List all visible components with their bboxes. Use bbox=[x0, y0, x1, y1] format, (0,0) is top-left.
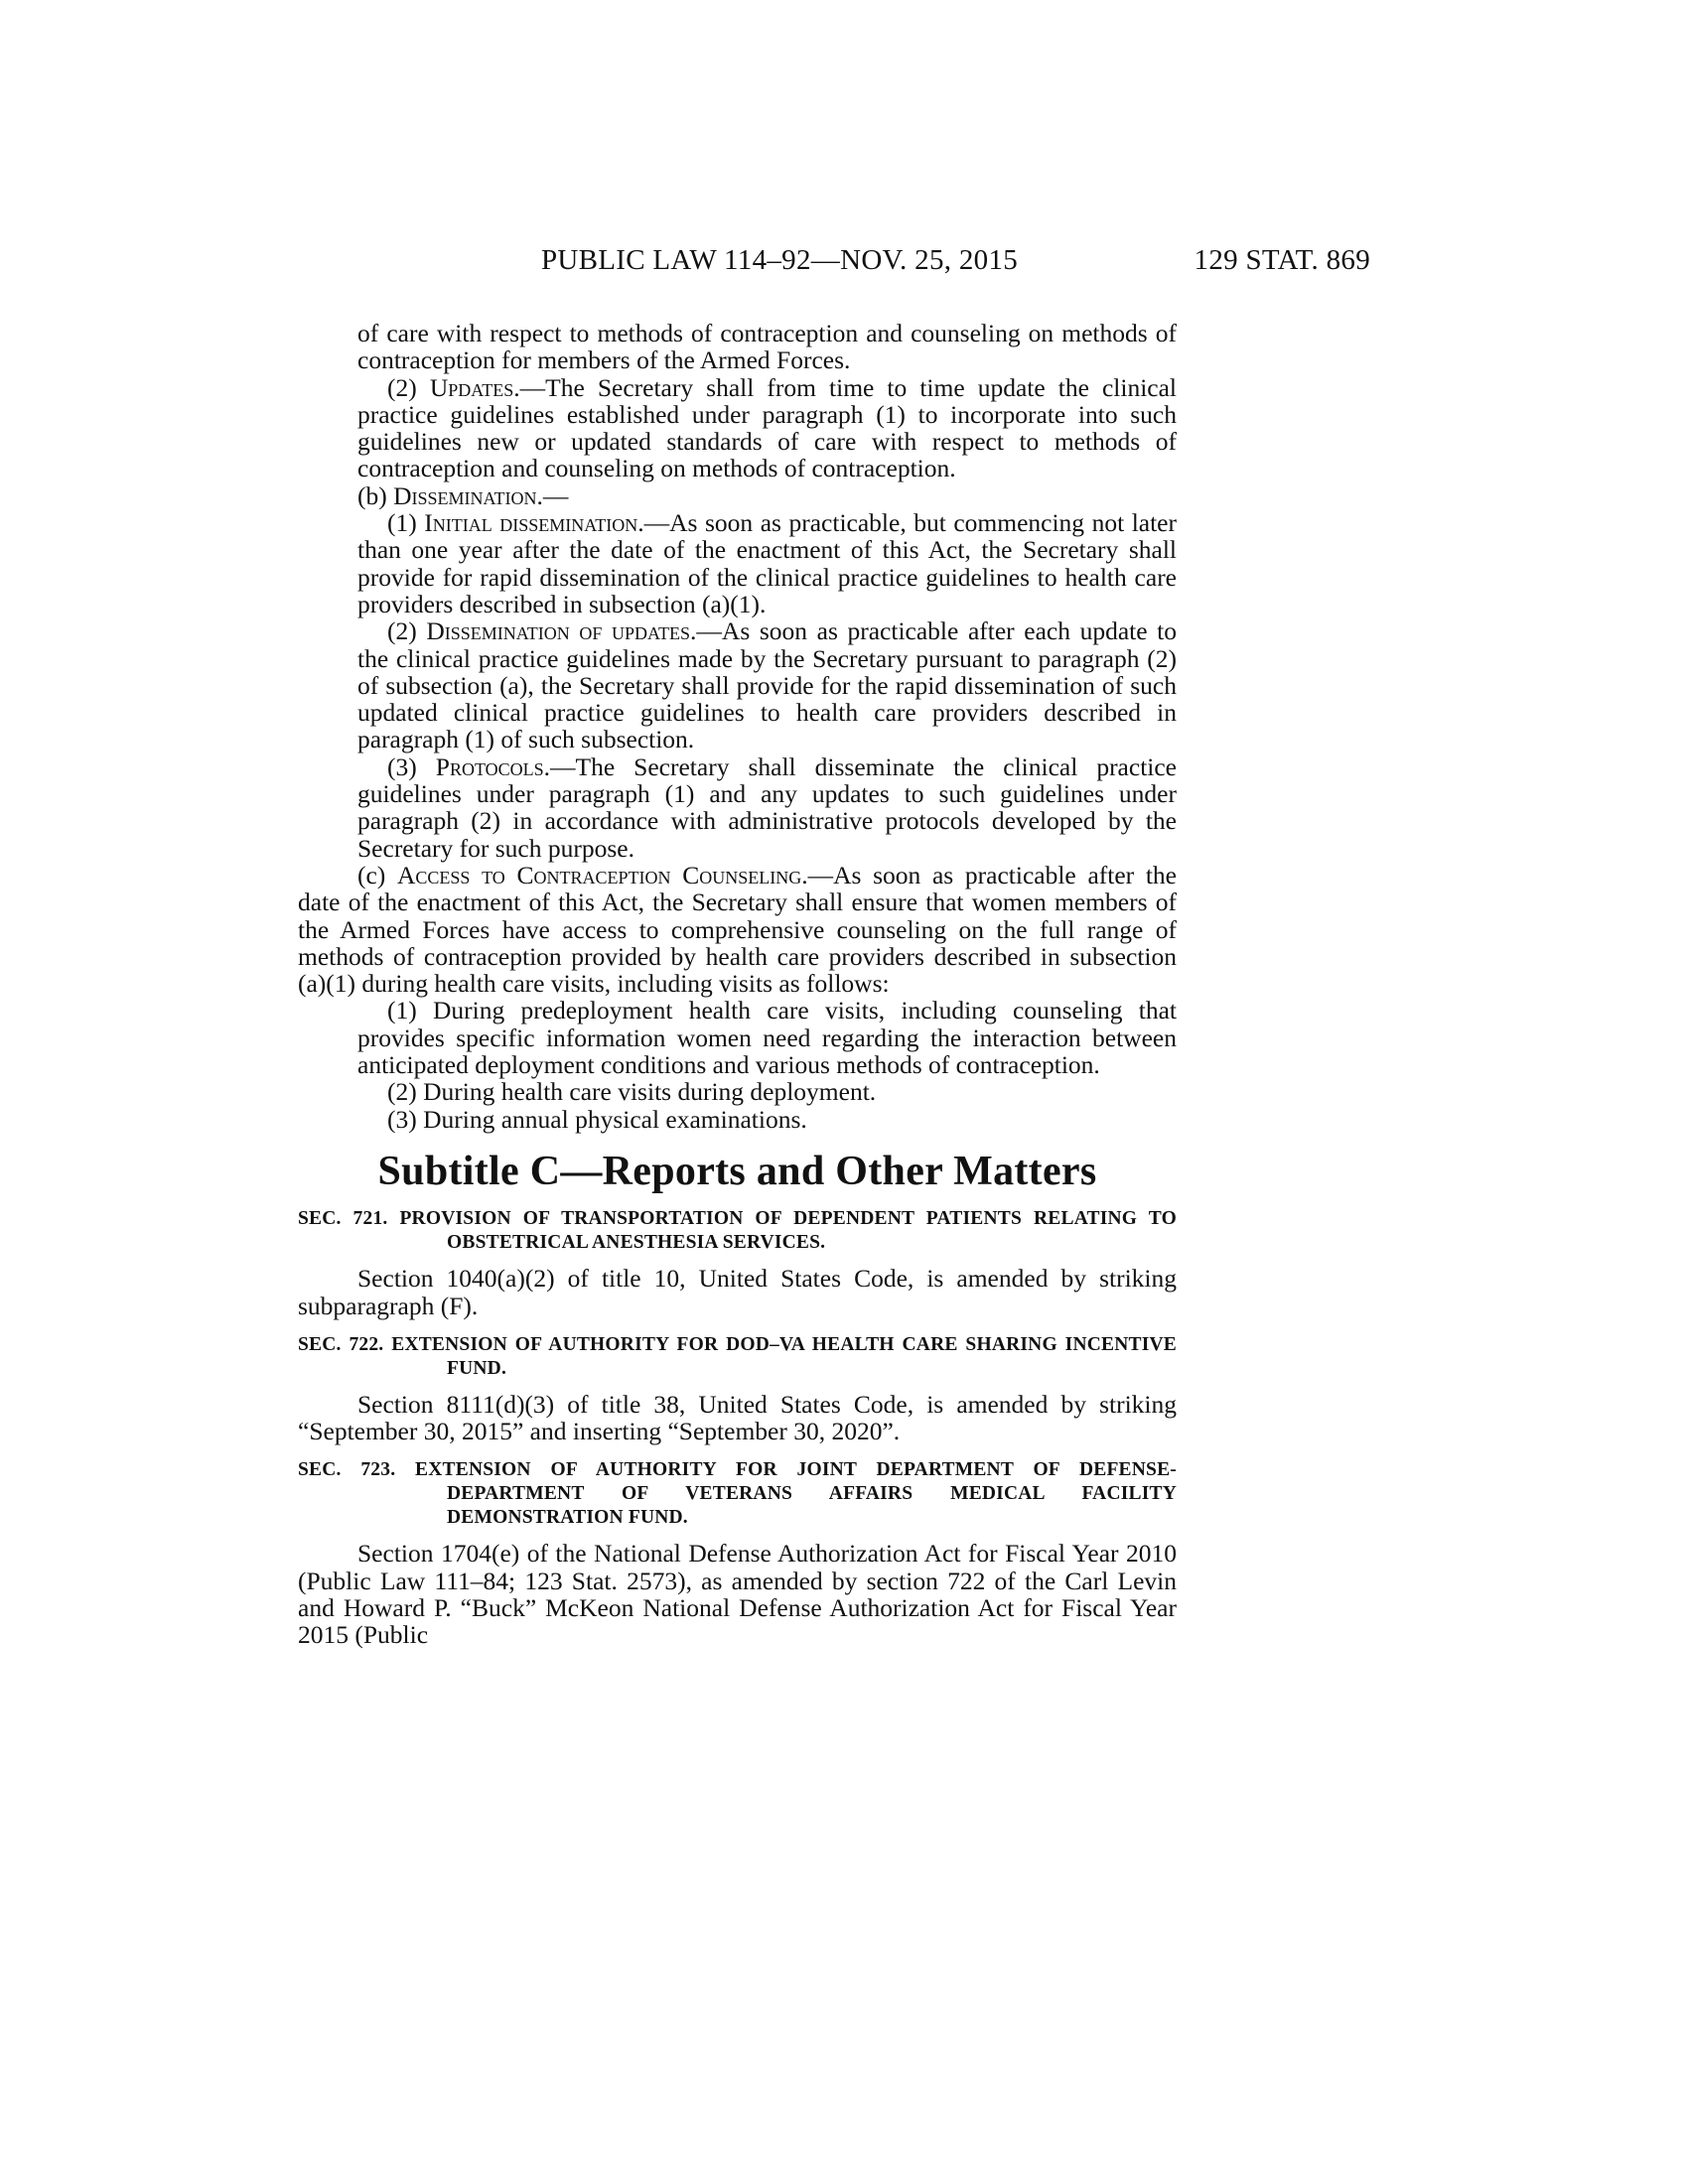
paragraph-c: (c) Access to Contraception Counseling.—As soon as practicable after the date of the enactment of this Act, the Secretary shall ensure that women members of the Armed Forces have access to comprehensive counseling on the full range of methods of contraception provided by health care providers described in subsection (a)(1) during health care visits, including visits as follows: bbox=[298, 860, 1177, 999]
paragraph-b2-heading: Dissemination of updates. bbox=[426, 616, 697, 646]
header-title: PUBLIC LAW 114–92—NOV. 25, 2015 bbox=[540, 244, 1019, 276]
section-722-heading: SEC. 722. EXTENSION OF AUTHORITY FOR DOD–VA HEALTH CARE SHARING INCENTIVE FUND. bbox=[298, 1333, 1177, 1379]
paragraph-c3: (3) During annual physical examinations. bbox=[387, 1104, 807, 1134]
section-723-heading: SEC. 723. EXTENSION OF AUTHORITY FOR JOINT DEPARTMENT OF DEFENSE-DEPARTMENT OF VETERANS AFFAIRS MEDICAL FACILITY DEMONSTRATION FUND. bbox=[298, 1459, 1177, 1529]
section-721-heading: SEC. 721. PROVISION OF TRANSPORTATION OF DEPENDENT PATIENTS RELATING TO OBSTETRICAL ANESTHESIA SERVICES. bbox=[298, 1208, 1177, 1254]
paragraph-c-heading: Access to Contraception Counseling. bbox=[397, 860, 808, 889]
paragraph-b1-heading: Initial dissemination. bbox=[424, 508, 644, 538]
paragraph-a2: (2) Updates.—The Secretary shall from time to time update the clinical practice guidelines established under paragraph (1) to incorporate into such guidelines new or updated standards of care with respect to methods of contraception and counseling on methods of contraception. bbox=[357, 372, 1178, 483]
section-723-body: Section 1704(e) of the National Defense Authorization Act for Fiscal Year 2010 (Public Law 111–84; 123 Stat. 2573), as amended by section 722 of the Carl Levin and Howard P. “Buck” McKeon National Defense Authorization Act for Fiscal Year 2015 (Public bbox=[298, 1539, 1177, 1650]
paragraph-c1: (1) During predeployment health care visits, including counseling that provides specific information women need regarding the interaction between anticipated deployment conditions and various methods of contraception. bbox=[357, 996, 1177, 1080]
paragraph-a2-heading: Updates. bbox=[429, 372, 520, 402]
paragraph-b3-heading: Protocols. bbox=[435, 751, 551, 781]
paragraph-b3: (3) Protocols.—The Secretary shall disseminate the clinical practice guidelines under paragraph (1) and any updates to such guidelines under paragraph (2) in accordance with administrative protocols developed by the Secretary for such purpose. bbox=[357, 751, 1177, 863]
document-body bbox=[298, 320, 1177, 1655]
paragraph-b2: (2) Dissemination of updates.—As soon as practicable after each update to the clinical practice guidelines made by the Secretary pursuant to paragraph (2) of subsection (a), the Secretary shall provide for the rapid dissemination of such updated clinical practice guidelines to health care providers described in paragraph (1) of such subsection. bbox=[357, 616, 1177, 754]
paragraph-b1: (1) Initial dissemination.—As soon as practicable, but commencing not later than one year after the date of the enactment of this Act, the Secretary shall provide for rapid dissemination of the clinical practice guidelines to health care providers described in subsection (a)(1). bbox=[357, 508, 1177, 618]
paragraph-b-heading: Dissemination. bbox=[393, 480, 543, 510]
paragraph-c2: (2) During health care visits during deployment. bbox=[387, 1077, 877, 1107]
subtitle-heading: Subtitle C—Reports and Other Matters bbox=[377, 1148, 1097, 1194]
upper-block bbox=[298, 320, 1177, 862]
paragraph-a1-continuation: of care with respect to methods of contraception and counseling on methods of contraception for members of the Armed Forces. bbox=[357, 319, 1177, 375]
header-page-ref: 129 STAT. 869 bbox=[1194, 244, 1370, 276]
section-721-body: Section 1040(a)(2) of title 10, United States Code, is amended by striking subparagraph (F). bbox=[298, 1264, 1177, 1320]
paragraph-c-items bbox=[298, 997, 1177, 1132]
running-header bbox=[298, 244, 1370, 284]
section-722-body: Section 8111(d)(3) of title 38, United States Code, is amended by striking “September 30, 2015” and inserting “September 30, 2020”. bbox=[298, 1389, 1177, 1446]
paragraph-b: (b) Dissemination.— bbox=[357, 480, 569, 510]
